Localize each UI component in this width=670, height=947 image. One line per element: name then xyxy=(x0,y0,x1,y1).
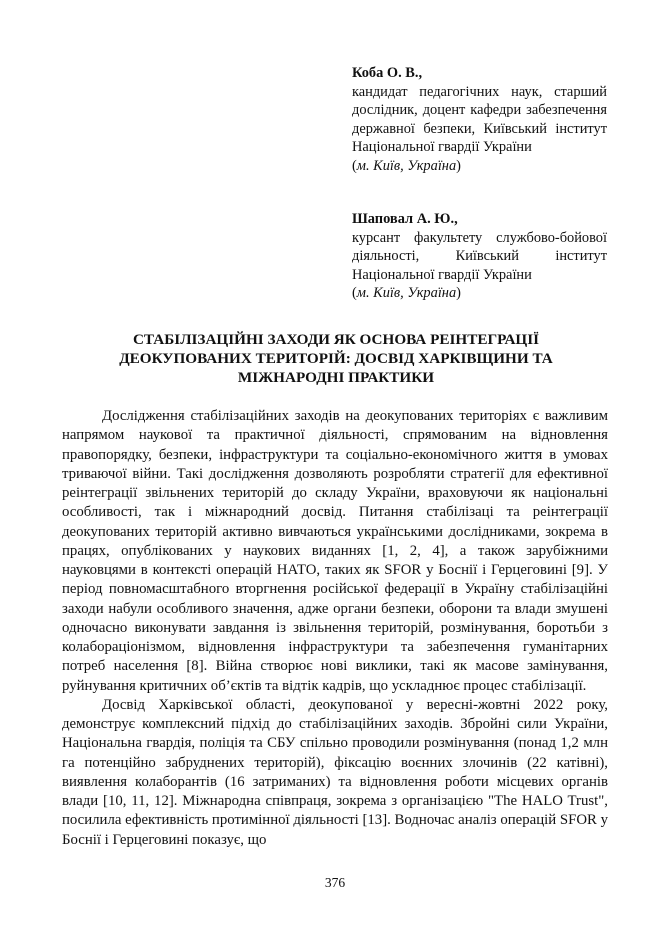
author-name: Коба О. В., xyxy=(352,65,423,81)
author-city xyxy=(352,157,607,176)
city-open-paren: ( xyxy=(352,157,357,174)
city-close-paren: ) xyxy=(456,285,461,301)
author-name: Шаповал А. Ю., xyxy=(352,211,458,227)
author-block xyxy=(352,64,607,175)
paper-title: СТАБІЛІЗАЦІЙНІ ЗАХОДИ ЯК ОСНОВА РЕІНТЕГРАЦІЇ ДЕОКУПОВАНИХ ТЕРИТОРІЙ: ДОСВІД ХАРКІВЩИНИ ТА МІЖНАРОДНІ ПРАКТИКИ xyxy=(119,331,553,386)
author-city xyxy=(352,284,607,303)
author-block xyxy=(352,210,607,303)
paragraph: Дослідження стабілізаційних заходів на деокупованих територіях є важливим напрямом наукової та практичної діяльності, спрямованим на відновлення правопорядку, безпеки, інфраструктури та соціально-економічного життя в умовах триваючої війни. Такі дослідження дозволяють розробляти стратегії для ефективної реінтеграції звільнених територій до складу України, враховуючи як національні особливості, так і міжнародний досвід. Питання стабілізаці та реінтеграції деокупованих територій активно вивчаються українськими дослідниками, зокрема в працях, опублікованих у наукових виданнях [1, 2, 4], а також зарубіжними науковцями в контексті операцій НАТО, таких як SFOR у Боснії і Герцеговині [9]. У період повномасштабного вторгнення російської федерації в Україну стабілізаційні заходи набули особливого значення, адже органи безпеки, оборони та влади змушені одночасно виконувати завдання із звільнення територій, розмінування, боротьби з колабораціонізмом, відновлення інфраструктури та забезпечення гуманітарних потреб населення [8]. Війна створює нові виклики, такі як масове замінування, руйнування критичних об’єктів та відтік кадрів, що ускладнює процес стабілізації. xyxy=(62,408,608,694)
author-affiliation: курсант факультету службово-бойової діяльності, Київський інститут Національної гвардії України xyxy=(352,229,607,283)
author-city-name: м. Київ, Україна xyxy=(356,285,457,301)
body-text xyxy=(62,407,608,850)
author-affiliation: кандидат педагогічних наук, старший дослідник, доцент кафедри забезпечення державної безпеки, Київський інститут Національної гвардії України xyxy=(352,83,607,155)
city-open-paren: ( xyxy=(352,285,357,301)
paragraph: Досвід Харківської області, деокупованої у вересні-жовтні 2022 року, демонструє комплексний підхід до стабілізаційних заходів. Збройні сили України, Національна гвардія, поліція та СБУ спільно проводили розмінування (понад 1,2 млн га потенційно забруднених територій), фіксацію воєнних злочинів (22 катівні), виявлення колаборантів (16 затриманих) та відновлення роботи місцевих органів влади [10, 11, 12]. Міжнародна співпраця, зокрема з організацією "The HALO Trust", посилила ефективність протимінної діяльності [13]. Водночас аналіз операцій SFOR у Боснії і Герцеговині показує, що xyxy=(62,696,608,848)
author-city-name: м. Київ, Україна xyxy=(356,157,457,174)
page-number: 376 xyxy=(324,875,346,890)
city-close-paren: ) xyxy=(456,157,461,174)
